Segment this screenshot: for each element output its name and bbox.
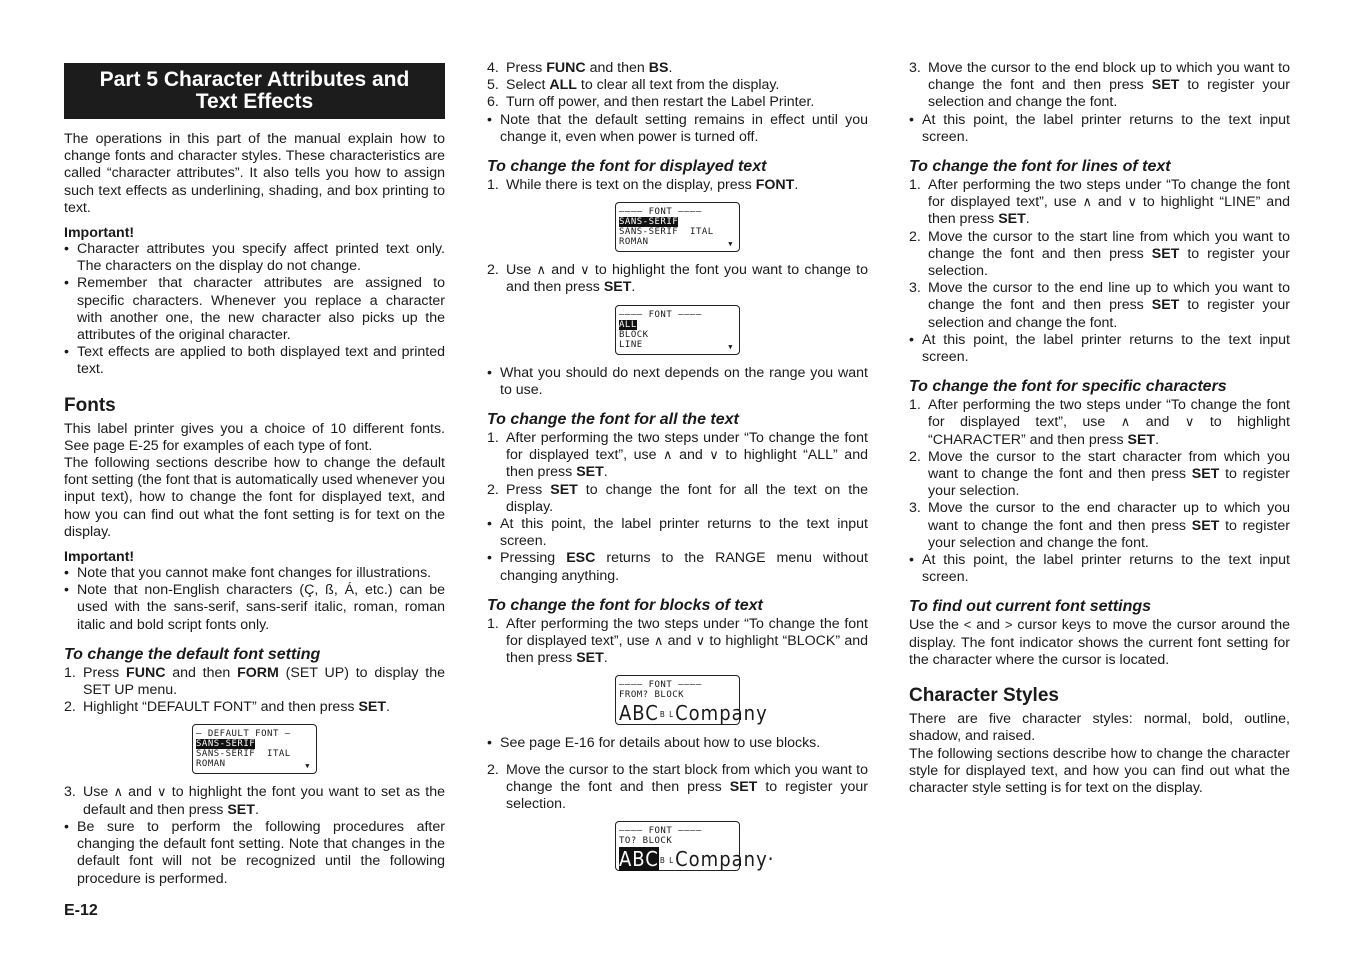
list-item: • Note that the default setting remains in effect until you change it, even when power is turned off. [487,112,868,146]
lcd-display-font-menu: –––– FONT –––– SANS-SERIF SANS-SERIF ITAL ROMAN ▼ [615,202,740,252]
important-list-2 [64,565,445,634]
step-item: 2. Move the cursor to the start character from which you want to change the font and then press SET to register your selection. [909,448,1290,500]
list-item: • At this point, the label printer returns to the text input screen. [487,516,868,550]
list-item: • Note that non-English characters (Ç, ß, Á, etc.) can be used with the sans-serif, sans-serif italic, roman, roman italic and bold script fonts only. [64,582,445,634]
list-item: • At this point, the label printer returns to the text input screen. [909,552,1290,586]
up-caret-icon: ∧ [663,447,673,463]
chars-heading: To change the font for specific characters [909,378,1227,396]
important-label: Important! [64,225,135,242]
up-caret-icon: ∧ [653,633,664,649]
default-font-heading: To change the default font setting [64,645,321,663]
step-item: 1. Press FUNC and then FORM (SET UP) to display the SET UP menu. [64,664,445,699]
lcd-text-preview: ABCB LCompany [619,701,768,726]
step-item: 1. While there is text on the display, press FONT. [487,177,799,194]
step-item: 3. Use ∧ and ∨ to highlight the font you want to set as the default and then press SET. [64,784,446,818]
step-item: 2. Press SET to change the font for all the text on the display. [487,481,868,515]
step-item: 3. Move the cursor to the end line up to which you want to change the font and then press SET to register your selection and change the font. [909,280,1290,331]
fonts-heading: Fonts [64,394,116,416]
displayed-text-heading: To change the font for displayed text [487,158,767,176]
list-item: • What you should do next depends on the range you want to use. [487,365,868,399]
list-item: • Character attributes you specify affect printed text only. The characters on the display do not change. [64,241,445,275]
step-item: 1. After performing the two steps under “To change the font for displayed text”, use ∧ and ∨ to highlight “BLOCK” and then press SET. [487,615,868,667]
step-item: 2. Move the cursor to the start block from which you want to change the font and then press SET to register your selection. [487,761,868,813]
down-caret-icon: ∨ [695,633,706,649]
blocks-heading: To change the font for blocks of text [487,596,763,614]
intro-paragraph: The operations in this part of the manual explain how to change fonts and character styles. These characteristics are called “character attributes”. It also tells you how to assign such text effects as underlining, shading, and box printing to text. [64,131,445,216]
page-number: E-12 [64,902,98,919]
column-3 [909,60,1290,797]
up-caret-icon: ∧ [113,784,123,800]
step-item: 5. Select ALL to clear all text from the display. [487,77,780,94]
up-caret-icon: ∧ [1120,414,1131,430]
important-label: Important! [64,549,135,566]
list-item: • Note that you cannot make font changes for illustrations. [64,565,445,582]
all-text-heading: To change the font for all the text [487,411,739,429]
step-item: 1. After performing the two steps under “To change the font for displayed text”, use ∧ and ∨ to highlight “ALL” and then press SET. [487,430,868,481]
down-caret-icon: ∨ [157,784,167,800]
styles-paragraph-2: The following sections describe how to change the character style for displayed text, and how you can find out what the character style setting is for text on the display. [909,745,1290,796]
list-item: • See page E-16 for details about how to use blocks. [487,735,868,752]
column-1 [64,60,445,888]
lcd-display-to-block: –––– FONT –––– TO? BLOCK ABCB LCompany· [615,821,740,871]
fonts-paragraph-2: The following sections describe how to change the default font setting (the font that is automatically used whenever you input text), how to change the font for displayed text, and how you can find out what the font setting is for text on the display. [64,455,445,540]
left-caret-icon: < [963,617,972,633]
styles-paragraph-1: There are five character styles: normal, bold, outline, shadow, and raised. [909,711,1290,745]
step-item: 2. Highlight “DEFAULT FONT” and then press SET. [64,699,390,716]
up-caret-icon: ∧ [536,262,546,278]
default-font-steps [64,665,445,717]
step-item: 1. After performing the two steps under “To change the font for displayed text”, use ∧ and ∨ to highlight “LINE” and then press SET. [909,177,1290,228]
right-caret-icon: > [1004,617,1013,633]
step-item: 2. Use ∧ and ∨ to highlight the font you want to change to and then press SET. [487,262,869,296]
scroll-down-icon: ▼ [305,762,310,771]
fonts-paragraph-1: This label printer gives you a choice of 10 different fonts. See page E-25 for examples of each type of font. [64,420,445,454]
lcd-display-default-font: – DEFAULT FONT – SANS-SERIF SANS-SERIF ITAL ROMAN ▼ [192,724,317,774]
lcd-display-from-block: –––– FONT –––– FROM? BLOCK ABCB LCompany [615,675,740,725]
down-caret-icon: ∨ [1127,194,1138,210]
down-caret-icon: ∨ [709,447,719,463]
list-item: • At this point, the label printer returns to the text input screen. [909,332,1290,366]
lines-heading: To change the font for lines of text [909,158,1171,176]
down-caret-icon: ∨ [1184,414,1195,430]
part-title [64,63,445,119]
step-item: 4. Press FUNC and then BS. [487,60,673,76]
scroll-down-icon: ▼ [728,342,733,351]
scroll-down-icon: ▼ [728,240,733,249]
block-marker-icon: B L [659,855,675,865]
important-list-1 [64,241,445,379]
character-styles-heading: Character Styles [909,685,1059,707]
step-item: 3. Move the cursor to the end block up to which you want to change the font and then press SET to register your selection and change the font. [909,60,1290,111]
part-title-line1: Part 5 Character Attributes and [99,68,410,91]
list-item: • At this point, the label printer returns to the text input screen. [909,112,1290,146]
part-title-line2: Text Effects [195,90,314,113]
list-item: • Remember that character attributes are assigned to specific characters. Whenever you replace a character with another one, the new character also picks up the attributes of the original character. [64,275,445,344]
step-item: 6. Turn off power, and then restart the Label Printer. [487,94,815,111]
step-item: 1. After performing the two steps under “To change the font for displayed text”, use ∧ and ∨ to highlight “CHARACTER” and then press SET. [909,397,1290,448]
current-settings-paragraph: Use the < and > cursor keys to move the cursor around the display. The font indicator shows the current font setting for the character where the cursor is located. [909,617,1290,668]
current-settings-heading: To find out current font settings [909,598,1152,616]
step-item: 2. Move the cursor to the start line from which you want to change the font and then press SET to register your selection. [909,228,1290,280]
column-2 [487,60,868,881]
up-caret-icon: ∧ [1082,194,1093,210]
down-caret-icon: ∨ [580,262,590,278]
list-item: • Pressing ESC returns to the RANGE menu without changing anything. [487,550,868,584]
list-item: • Text effects are applied to both displayed text and printed text. [64,344,445,378]
step-item: 3. Move the cursor to the end character up to which you want to change the font and then press SET to register your selection and change the font. [909,500,1290,551]
block-marker-icon: B L [659,709,675,719]
lcd-display-range-menu: –––– FONT –––– ALL BLOCK LINE ▼ [615,305,740,355]
list-item: • Be sure to perform the following procedures after changing the default font setting. Note that changes in the default font will not be recognized until the following procedure is performed. [64,819,445,888]
lcd-text-preview: ABCB LCompany· [619,847,775,872]
